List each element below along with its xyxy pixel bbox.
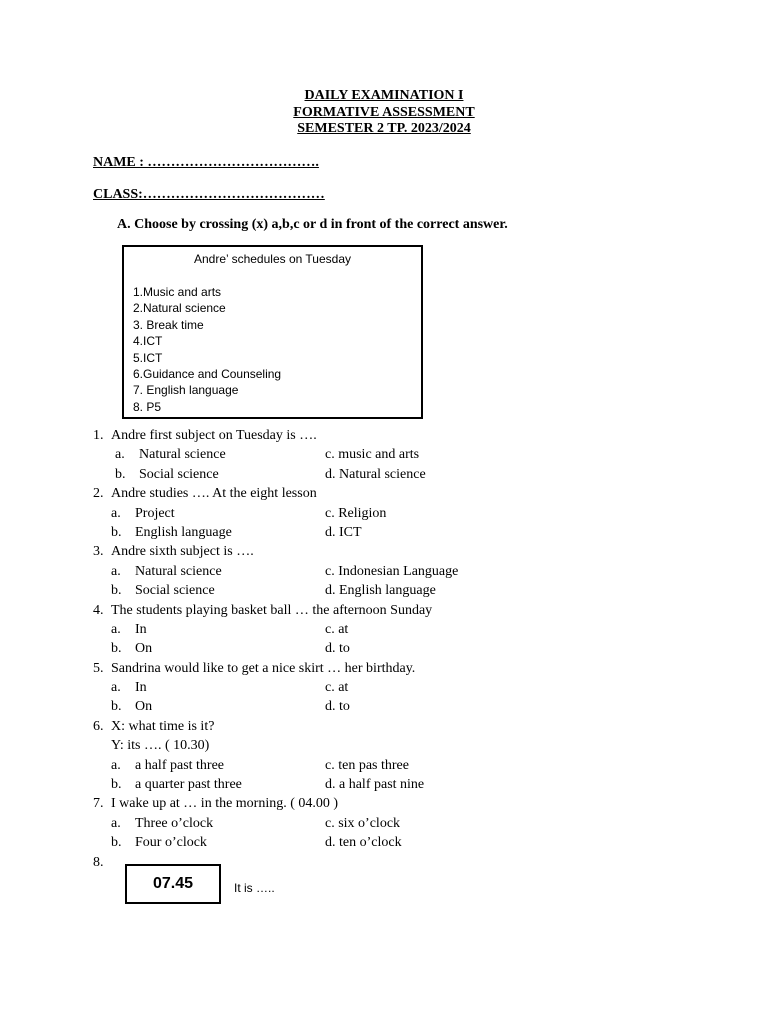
option-text: Social science bbox=[135, 583, 215, 599]
option-text: Project bbox=[135, 505, 175, 521]
option-letter: b. bbox=[111, 641, 122, 657]
name-field: NAME : ………………………………. bbox=[93, 155, 319, 170]
header-title: DAILY EXAMINATION I bbox=[304, 88, 464, 103]
option-text: a quarter past three bbox=[135, 777, 242, 793]
option-alt-text: c. ten pas three bbox=[325, 757, 409, 773]
schedule-item: 3. Break time bbox=[133, 317, 204, 332]
schedule-item: 8. P5 bbox=[133, 399, 162, 414]
schedule-list bbox=[133, 284, 281, 415]
exam-header bbox=[0, 88, 768, 138]
schedule-item: 6.Guidance and Counseling bbox=[133, 367, 282, 382]
option-letter: b. bbox=[111, 699, 122, 715]
option-text: Natural science bbox=[135, 563, 222, 579]
option-alt-text: c. Indonesian Language bbox=[325, 563, 459, 579]
option-alt-text: c. at bbox=[325, 680, 349, 696]
option-letter: b. bbox=[111, 583, 122, 599]
option-text: In bbox=[135, 621, 147, 637]
option-text: Natural science bbox=[139, 447, 226, 463]
schedule-item: 1.Music and arts bbox=[133, 285, 222, 299]
option-letter: a. bbox=[111, 621, 121, 637]
question-text: Sandrina would like to get a nice skirt … her birthday. bbox=[111, 660, 416, 676]
section-instruction: A. Choose by crossing (x) a,b,c or d in front of the correct answer. bbox=[117, 217, 508, 232]
option-alt-text: d. ten o’clock bbox=[325, 835, 402, 851]
question-number: 8. bbox=[93, 854, 104, 870]
question-text: Andre first subject on Tuesday is …. bbox=[111, 428, 317, 443]
question-number: 6. bbox=[93, 718, 104, 734]
header-subtitle: FORMATIVE ASSESSMENT bbox=[293, 104, 475, 120]
option-text: In bbox=[135, 680, 147, 696]
option-alt-text: c. at bbox=[325, 621, 349, 637]
question-number: 7. bbox=[93, 796, 104, 812]
option-alt-text: d. to bbox=[325, 699, 350, 715]
option-alt-text: d. ICT bbox=[325, 524, 362, 540]
option-alt-text: c. six o’clock bbox=[325, 815, 401, 831]
option-text: Four o’clock bbox=[135, 835, 207, 851]
option-alt-text: d. to bbox=[325, 641, 350, 657]
class-field: CLASS:………………………………… bbox=[93, 187, 325, 202]
option-letter: a. bbox=[111, 680, 121, 696]
clock-time-box: 07.45 bbox=[125, 864, 221, 904]
option-letter: b. bbox=[115, 466, 126, 482]
option-letter: b. bbox=[111, 777, 122, 793]
option-letter: a. bbox=[111, 563, 121, 579]
question-number: 4. bbox=[93, 602, 104, 618]
option-alt-text: c. music and arts bbox=[325, 447, 420, 463]
option-text: On bbox=[135, 699, 153, 715]
option-text: On bbox=[135, 641, 153, 657]
option-letter: b. bbox=[111, 835, 122, 851]
option-letter: a. bbox=[111, 815, 121, 831]
option-alt-text: d. Natural science bbox=[325, 466, 426, 482]
option-text: Social science bbox=[139, 466, 219, 482]
option-text: Three o’clock bbox=[135, 815, 214, 831]
option-letter: a. bbox=[111, 505, 121, 521]
option-alt-text: c. Religion bbox=[325, 505, 387, 521]
question-text: Andre studies …. At the eight lesson bbox=[111, 486, 317, 502]
schedule-item: 7. English language bbox=[133, 383, 239, 398]
question-text: X: what time is it? bbox=[111, 718, 215, 734]
header-semester: SEMESTER 2 TP. 2023/2024 bbox=[297, 121, 471, 136]
option-letter: b. bbox=[111, 524, 122, 540]
option-text: a half past three bbox=[135, 757, 225, 773]
option-letter: a. bbox=[115, 447, 125, 463]
schedule-title: Andre’ schedules on Tuesday bbox=[194, 252, 351, 266]
option-letter: a. bbox=[111, 757, 121, 773]
question-text: I wake up at … in the morning. ( 04.00 ) bbox=[111, 796, 339, 812]
time-caption: It is ….. bbox=[234, 881, 275, 895]
schedule-item: 4.ICT bbox=[133, 334, 163, 349]
schedule-box bbox=[122, 245, 423, 419]
question-number: 3. bbox=[93, 544, 104, 560]
question-text: Andre sixth subject is …. bbox=[111, 544, 254, 560]
question-extra-text: Y: its …. ( 10.30) bbox=[111, 738, 210, 754]
question-number: 1. bbox=[93, 428, 104, 443]
option-text: English language bbox=[135, 524, 232, 540]
option-alt-text: d. a half past nine bbox=[325, 777, 425, 793]
question-text: The students playing basket ball … the afternoon Sunday bbox=[111, 602, 433, 618]
question-number: 5. bbox=[93, 660, 104, 676]
question-number: 2. bbox=[93, 486, 104, 502]
option-alt-text: d. English language bbox=[325, 583, 436, 599]
schedule-item: 2.Natural science bbox=[133, 301, 226, 316]
schedule-item: 5.ICT bbox=[133, 350, 163, 365]
